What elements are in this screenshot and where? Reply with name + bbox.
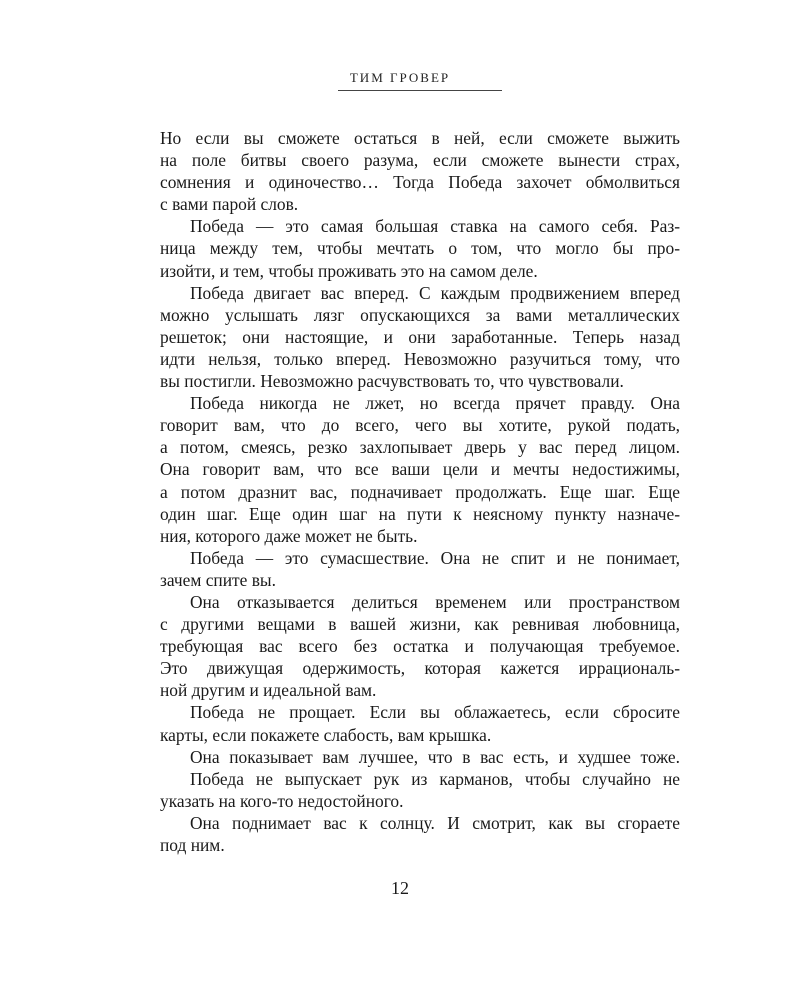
- text-line: с вами парой слов.: [160, 194, 299, 215]
- text-line: ница между тем, чтобы мечтать о том, что могло бы про-: [160, 238, 680, 259]
- paragraph-start-line: Победа никогда не лжет, но всегда прячет правду. Она: [190, 393, 680, 414]
- paragraph-start-line: Она поднимает вас к солнцу. И смотрит, как вы сгораете: [190, 812, 680, 833]
- text-line: ной другим и идеальной вам.: [160, 680, 377, 701]
- text-line: требующая вас всего без остатка и получающая требуемое.: [160, 636, 680, 657]
- paragraph-start-line: Она отказывается делиться временем или пространством: [190, 591, 680, 612]
- text-line: с другими вещами в вашей жизни, как ревнивая любовница,: [160, 614, 680, 635]
- page-number: 12: [391, 878, 409, 898]
- body-text: [160, 127, 680, 856]
- text-line: Она говорит вам, что все ваши цели и мечты недостижимы,: [160, 459, 680, 480]
- paragraph-start-line: Победа — это сумасшествие. Она не спит и не понимает,: [190, 547, 680, 568]
- running-head-rule: [338, 90, 502, 91]
- text-line: решеток; они настоящие, и они заработанные. Теперь назад: [160, 326, 680, 347]
- text-line: сомнения и одиночество… Тогда Победа захочет обмолвиться: [160, 172, 680, 193]
- text-line: на поле битвы своего разума, если сможете вынести страх,: [160, 150, 680, 171]
- paragraph-start-line: Победа — это самая большая ставка на самого себя. Раз-: [190, 216, 680, 237]
- text-line: а потом дразнит вас, подначивает продолжать. Еще шаг. Еще: [160, 481, 680, 502]
- paragraph-start-line: Победа не выпускает рук из карманов, чтобы случайно не: [190, 768, 680, 789]
- paragraph-start-line: Победа двигает вас вперед. С каждым продвижением вперед: [190, 282, 680, 303]
- text-line: говорит вам, что до всего, чего вы хотите, рукой подать,: [160, 415, 680, 436]
- text-line: вы постигли. Невозможно расчувствовать то, что чувствовали.: [160, 371, 624, 392]
- running-head: ТИМ ГРОВЕР: [349, 70, 451, 85]
- text-line: можно услышать лязг опускающихся за вами металлических: [160, 304, 680, 325]
- text-line: Это движущая одержимость, которая кажется иррациональ-: [160, 658, 680, 679]
- text-line: изойти, и тем, чтобы проживать это на самом деле.: [160, 260, 538, 281]
- text-line: а потом, смеясь, резко захлопывает дверь у вас перед лицом.: [160, 437, 680, 458]
- paragraph-start-line: Она показывает вам лучшее, что в вас есть, и худшее тоже.: [190, 746, 680, 767]
- text-line: один шаг. Еще один шаг на пути к неясному пункту назначе-: [160, 503, 680, 524]
- paragraph-start-line: Победа не прощает. Если вы облажаетесь, если сбросите: [190, 702, 680, 723]
- text-line: Но если вы сможете остаться в ней, если сможете выжить: [160, 128, 680, 148]
- text-line: карты, если покажете слабость, вам крышка.: [160, 724, 492, 745]
- text-line: зачем спите вы.: [160, 569, 276, 590]
- text-line: ния, которого даже может не быть.: [160, 525, 418, 546]
- text-line: указать на кого-то недостойного.: [160, 790, 404, 811]
- text-line: идти нельзя, только вперед. Невозможно разучиться тому, что: [160, 348, 680, 369]
- text-line: под ним.: [160, 835, 225, 855]
